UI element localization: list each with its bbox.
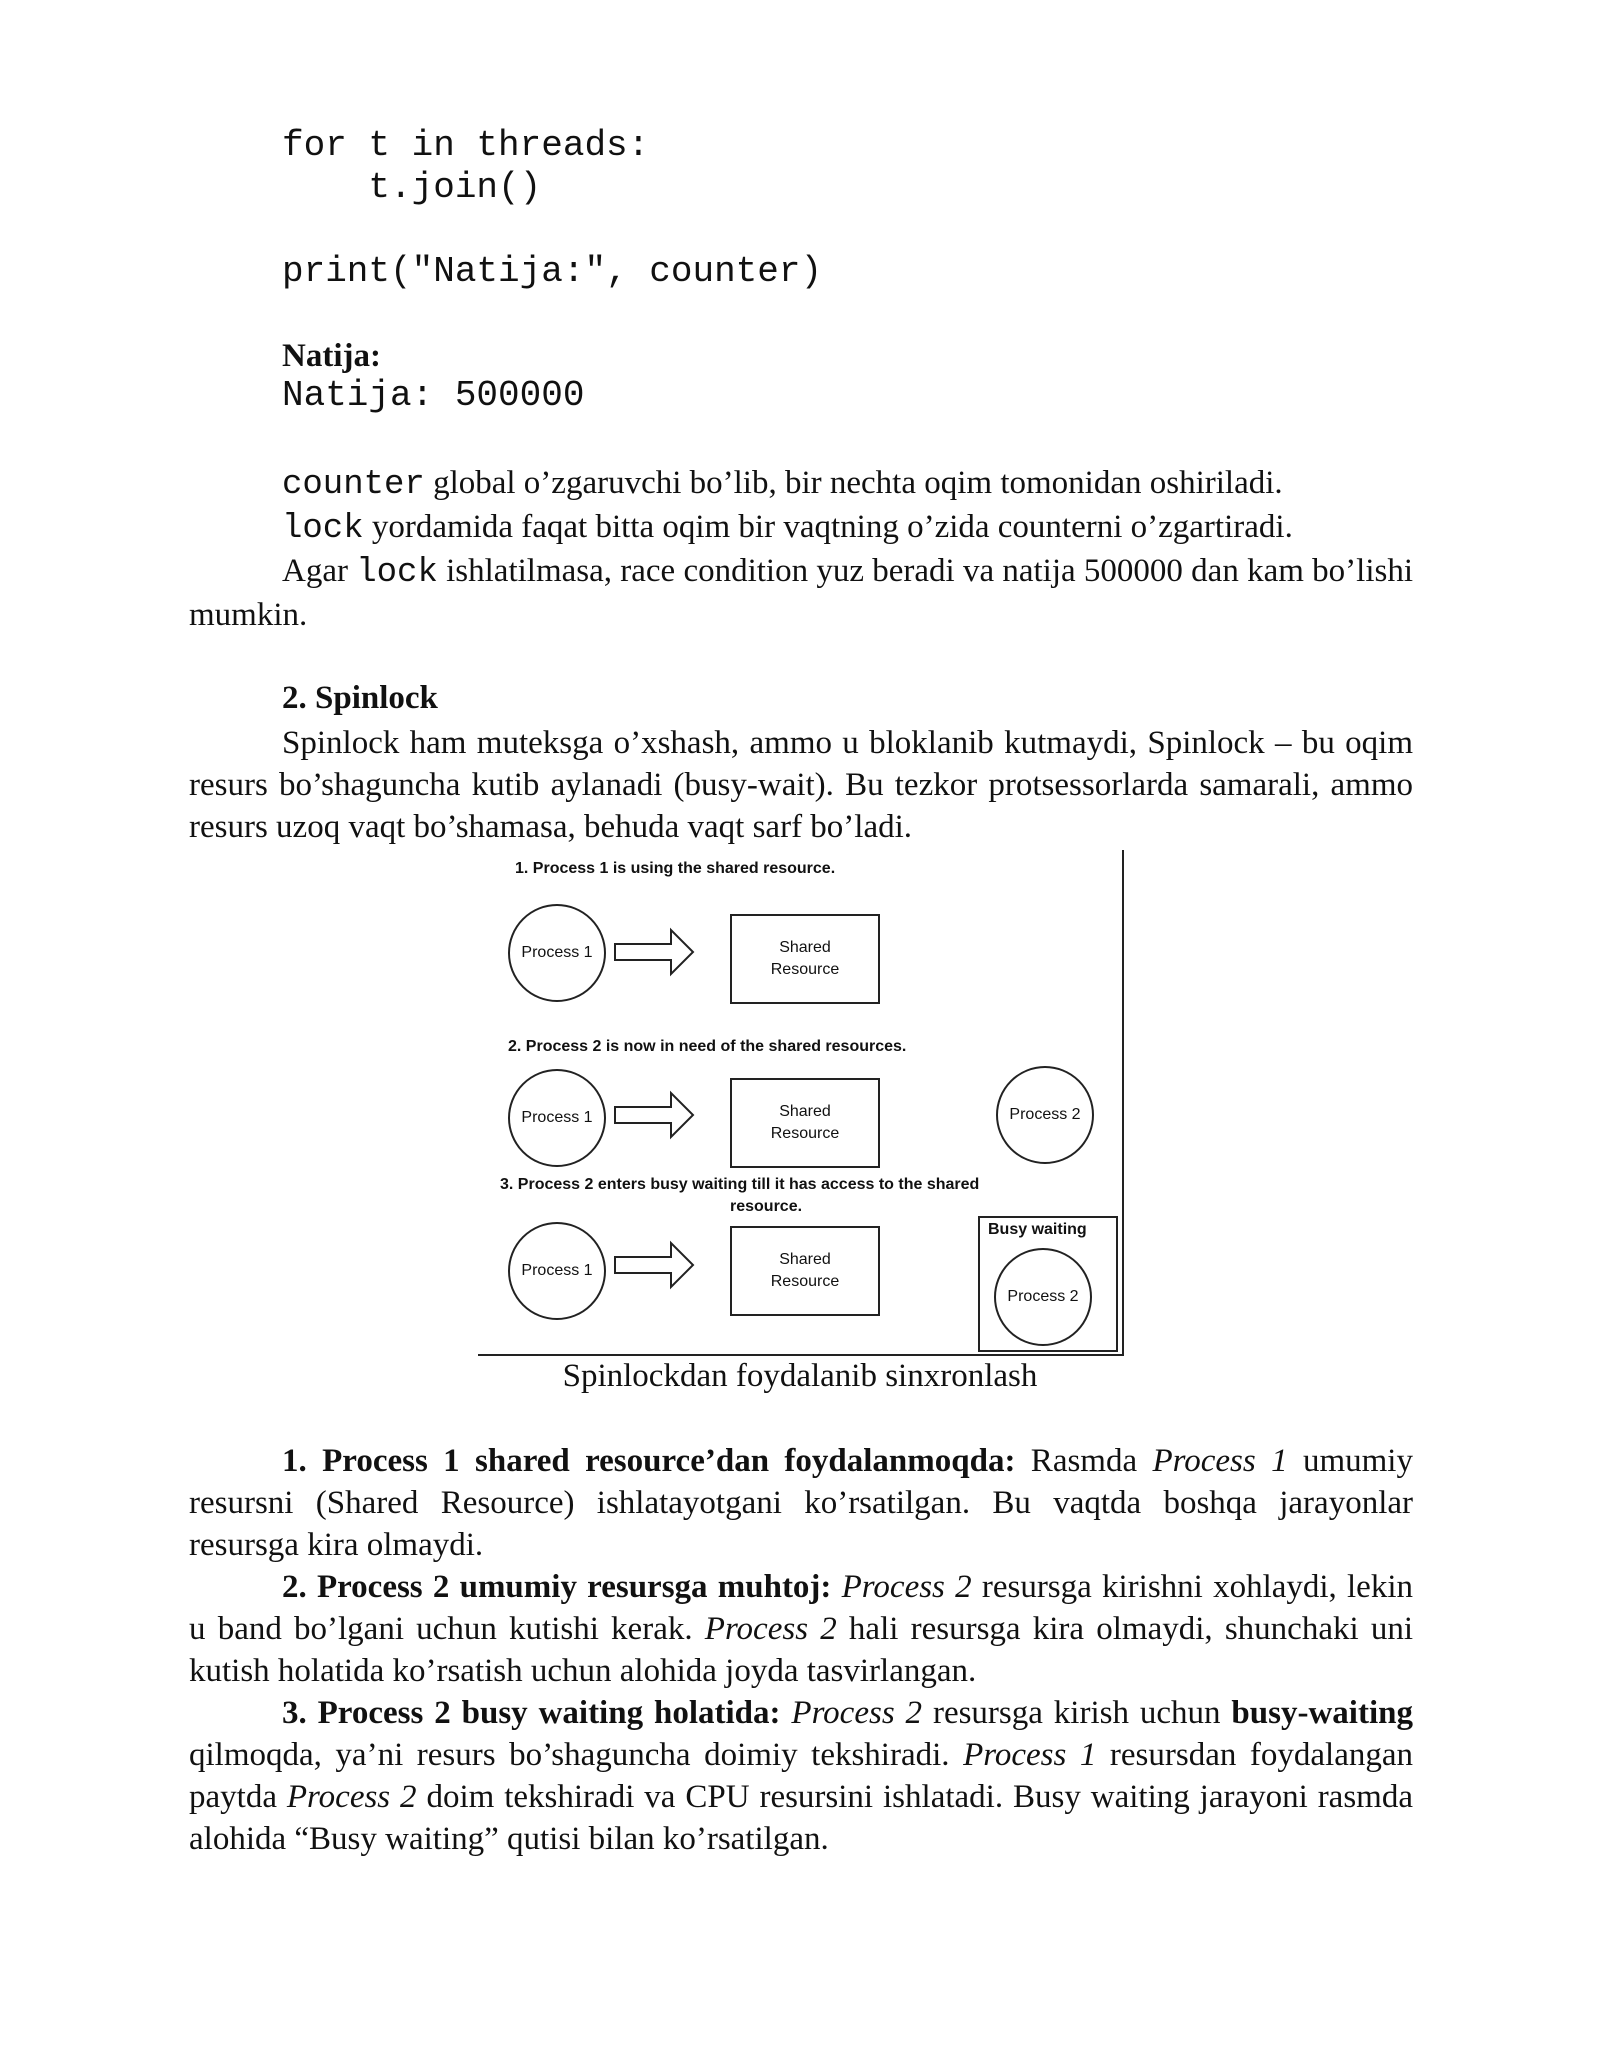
step1-title: 1. Process 1 is using the shared resource. (515, 860, 836, 877)
explain-paragraph-3: Agar lock ishlatilmasa, race condition yuz beradi va natija 500000 dan kam bo’lishi mumkin. (189, 553, 1413, 633)
inline-code-counter: counter (282, 466, 425, 504)
explain-paragraph-1: counter global o’zgaruvchi bo’lib, bir nechta oqim tomonidan oshiriladi. (282, 465, 1283, 504)
step2-title: 2. Process 2 is now in need of the shared resources. (508, 1038, 907, 1055)
point-3: 3. Process 2 busy waiting holatida: Process 2 resursga kirish uchun busy-waiting qilmoqda, ya’ni resurs bo’shaguncha doimiy tekshiradi. Process 1 resursdan foydalangan paytda Process 2 doim tekshiradi va CPU resursini ishlatadi. Busy waiting jarayoni rasmda alohida “Busy waiting” qutisi bilan ko’rsatilgan. (189, 1695, 1414, 1857)
process2-circle-step3: Process 2 (994, 1248, 1092, 1346)
inline-code-lock: lock (282, 510, 364, 548)
code-line-join: t.join() (282, 167, 542, 208)
arrow-right-icon (613, 1090, 697, 1140)
spinlock-figure (478, 850, 1124, 1356)
point-1: 1. Process 1 shared resource’dan foydalanmoqda: Rasmda Process 1 umumiy resursni (Shared Resource) ishlatayotgani ko’rsatilgan. Bu vaqtda boshqa jarayonlar resursga kira olmaydi. (189, 1443, 1413, 1563)
process1-circle-step1: Process 1 (508, 904, 606, 1002)
arrow-right-icon (613, 927, 697, 977)
busy-waiting-label: Busy waiting (988, 1221, 1087, 1238)
shared-resource-box-step1: Shared Resource (730, 914, 880, 1004)
process2-circle-step2: Process 2 (996, 1066, 1094, 1164)
step3-title-line1: 3. Process 2 enters busy waiting till it has access to the shared (500, 1176, 980, 1193)
process1-circle-step3: Process 1 (508, 1222, 606, 1320)
result-output: Natija: 500000 (282, 375, 585, 416)
result-label: Natija: (282, 338, 381, 374)
shared-resource-box-step2: Shared Resource (730, 1078, 880, 1168)
explain-paragraph-2: lock yordamida faqat bitta oqim bir vaqtning o’zida counterni o’zgartiradi. (282, 509, 1293, 548)
code-line-print: print("Natija:", counter) (282, 251, 823, 292)
section-heading: 2. Spinlock (282, 680, 438, 716)
arrow-right-icon (613, 1240, 697, 1290)
inline-code-lock-2: lock (356, 554, 438, 592)
code-line-for: for t in threads: (282, 125, 650, 166)
shared-resource-box-step3: Shared Resource (730, 1226, 880, 1316)
busy-waiting-box (978, 1216, 1118, 1352)
figure-caption: Spinlockdan foydalanib sinxronlash (562, 1358, 1038, 1394)
process1-circle-step2: Process 1 (508, 1069, 606, 1167)
point-2: 2. Process 2 umumiy resursga muhtoj: Process 2 resursga kirishni xohlaydi, lekin u band bo’lgani uchun kutishi kerak. Process 2 hali resursga kira olmaydi, shunchaki uni kutish holatida ko’rsatish uchun alohida joyda tasvirlangan. (189, 1569, 1414, 1689)
step3-title-line2: resource. (730, 1198, 803, 1215)
section-intro: Spinlock ham muteksga o’xshash, ammo u bloklanib kutmaydi, Spinlock – bu oqim resurs bo’shaguncha kutib aylanadi (busy-wait). Bu tezkor protsessorlarda samarali, ammo resurs uzoq vaqt bo’shamasa, behuda vaqt sarf bo’ladi. (189, 725, 1413, 845)
